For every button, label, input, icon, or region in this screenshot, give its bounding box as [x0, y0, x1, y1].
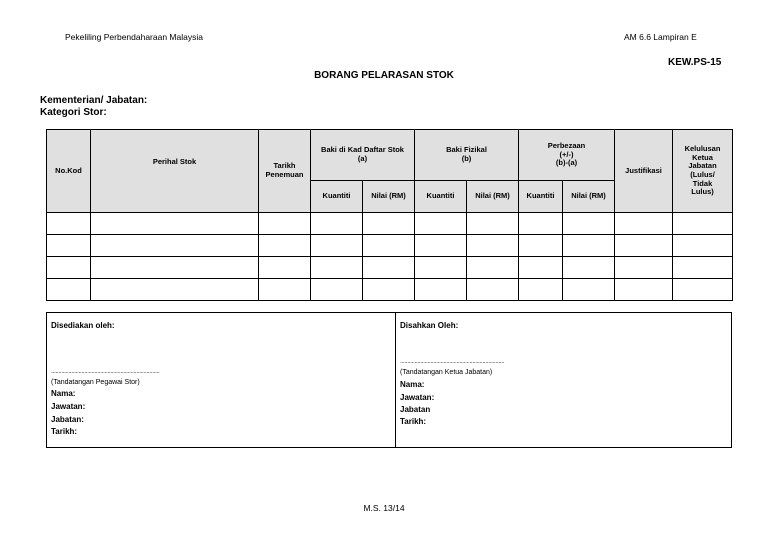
store-officer-signature-line[interactable]: ...........................................................................	[51, 368, 160, 375]
table-cell[interactable]	[363, 279, 415, 301]
header-kelulusan-line2: Ketua	[692, 152, 713, 162]
header-baki-fizikal-line2: (b)	[461, 154, 472, 163]
header-perbezaan	[519, 130, 615, 181]
table-cell[interactable]	[673, 235, 733, 257]
header-perihal-stok-label: Perihal Stok	[152, 157, 197, 166]
table-cell[interactable]	[311, 235, 363, 257]
table-cell[interactable]	[311, 213, 363, 235]
approved-by-section	[396, 313, 731, 447]
page-title: BORANG PELARASAN STOK	[314, 70, 454, 81]
table-cell[interactable]	[91, 257, 259, 279]
header-tarikh-line1: Tarikh	[273, 161, 296, 171]
prepared-by-heading: Disediakan oleh:	[51, 321, 115, 330]
table-cell[interactable]	[519, 235, 563, 257]
table-cell[interactable]	[563, 257, 615, 279]
prepared-date-label: Tarikh:	[51, 427, 78, 436]
approved-by-heading: Disahkan Oleh:	[400, 321, 459, 330]
table-cell[interactable]	[519, 213, 563, 235]
header-fizikal-nilai: Nilai (RM)	[467, 181, 519, 213]
table-cell[interactable]	[311, 257, 363, 279]
table-cell[interactable]	[615, 257, 673, 279]
header-kelulusan-line3: Jabatan	[688, 161, 717, 171]
table-row	[47, 279, 733, 301]
form-code: KEW.PS-15	[668, 57, 722, 68]
table-cell[interactable]	[363, 235, 415, 257]
table-cell[interactable]	[563, 279, 615, 301]
header-kelulusan	[673, 130, 733, 213]
table-cell[interactable]	[259, 235, 311, 257]
head-of-dept-signature-note: (Tandatangan Ketua Jabatan)	[400, 369, 493, 376]
header-fizikal-kuantiti: Kuantiti	[415, 181, 467, 213]
table-cell[interactable]	[259, 257, 311, 279]
header-tarikh-penemuan	[259, 130, 311, 213]
table-cell[interactable]	[91, 213, 259, 235]
prepared-by-section	[47, 313, 396, 447]
table-cell[interactable]	[673, 257, 733, 279]
header-baki-kad	[311, 130, 415, 181]
table-cell[interactable]	[415, 257, 467, 279]
header-kad-nilai: Nilai (RM)	[363, 181, 415, 213]
store-category-label: Kategori Stor:	[40, 107, 107, 118]
header-no-kod-label: No.Kod	[55, 165, 82, 175]
table-cell[interactable]	[467, 279, 519, 301]
store-officer-signature-note: (Tandatangan Pegawai Stor)	[51, 379, 140, 386]
header-kelulusan-line6: Lulus)	[691, 187, 714, 197]
header-perihal-stok	[91, 130, 259, 213]
header-baki-kad-line1: Baki di Kad Daftar Stok	[321, 145, 404, 155]
signature-box	[46, 312, 732, 448]
approved-name-label: Nama:	[400, 380, 425, 389]
header-beza-kuantiti: Kuantiti	[519, 181, 563, 213]
table-cell[interactable]	[363, 257, 415, 279]
table-cell[interactable]	[259, 279, 311, 301]
table-cell[interactable]	[91, 279, 259, 301]
ministry-label: Kementerian/ Jabatan:	[40, 95, 148, 106]
header-perbezaan-line2: (+/-)	[559, 149, 574, 159]
prepared-position-label: Jawatan:	[51, 402, 86, 411]
header-justifikasi	[615, 130, 673, 213]
approved-department-label: Jabatan	[400, 405, 431, 414]
header-appendix-ref: AM 6.6 Lampiran E	[624, 32, 697, 42]
table-cell[interactable]	[467, 235, 519, 257]
header-kelulusan-line4: (Lulus/	[690, 170, 715, 179]
header-perbezaan-line1: Perbezaan	[547, 141, 586, 151]
header-baki-fizikal-line1: Baki Fizikal	[446, 145, 487, 155]
table-row	[47, 235, 733, 257]
table-cell[interactable]	[47, 257, 91, 279]
header-no-kod	[47, 130, 91, 213]
table-row	[47, 213, 733, 235]
table-cell[interactable]	[259, 213, 311, 235]
table-cell[interactable]	[363, 213, 415, 235]
table-cell[interactable]	[673, 279, 733, 301]
header-perbezaan-line3: (b)-(a)	[555, 158, 578, 168]
header-circular-title: Pekeliling Perbendaharaan Malaysia	[65, 32, 203, 42]
table-cell[interactable]	[615, 279, 673, 301]
table-cell[interactable]	[615, 213, 673, 235]
header-baki-kad-line2: (a)	[357, 154, 368, 163]
table-cell[interactable]	[563, 213, 615, 235]
table-cell[interactable]	[519, 279, 563, 301]
table-cell[interactable]	[47, 279, 91, 301]
table-cell[interactable]	[415, 213, 467, 235]
prepared-department-label: Jabatan:	[51, 415, 84, 424]
header-beza-nilai: Nilai (RM)	[563, 181, 615, 213]
prepared-name-label: Nama:	[51, 389, 76, 398]
header-justifikasi-label: Justifikasi	[625, 165, 662, 175]
table-cell[interactable]	[563, 235, 615, 257]
table-cell[interactable]	[47, 235, 91, 257]
table-row	[47, 257, 733, 279]
header-kelulusan-line1: Kelulusan	[684, 144, 721, 154]
head-of-dept-signature-line[interactable]: ........................................................................	[400, 358, 505, 365]
table-cell[interactable]	[91, 235, 259, 257]
table-cell[interactable]	[467, 213, 519, 235]
header-baki-fizikal	[415, 130, 519, 181]
approved-date-label: Tarikh:	[400, 417, 427, 426]
table-cell[interactable]	[615, 235, 673, 257]
table-cell[interactable]	[415, 235, 467, 257]
header-tarikh-line2: Penemuan	[265, 170, 304, 179]
table-cell[interactable]	[673, 213, 733, 235]
table-cell[interactable]	[47, 213, 91, 235]
table-cell[interactable]	[467, 257, 519, 279]
approved-position-label: Jawatan:	[400, 393, 435, 402]
header-kad-kuantiti: Kuantiti	[311, 181, 363, 213]
table-cell[interactable]	[311, 279, 363, 301]
page-number: M.S. 13/14	[363, 503, 405, 513]
stock-adjustment-table	[46, 129, 733, 301]
table-cell[interactable]	[415, 279, 467, 301]
table-cell[interactable]	[519, 257, 563, 279]
header-kelulusan-line5: Tidak	[692, 178, 713, 188]
